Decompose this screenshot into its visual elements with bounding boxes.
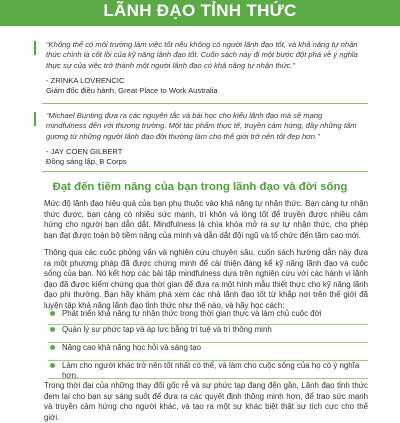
section-heading: Đạt đến tiềm năng của bạn trong lãnh đạo và đời sống [52,181,348,193]
quote-block-2 [46,111,364,167]
list-item-text: Phát triển khả năng tự nhận thức trong thời gian thực và làm chủ cuộc đời [62,309,322,318]
list-item [48,361,368,379]
title-banner [0,0,400,26]
bullet-dot-icon [50,345,55,350]
quote-role: Giám đốc điều hành, Great Place to Work Australia [46,86,218,96]
list-item-text: Nâng cao khả năng học hỏi và sáng tạo [62,343,202,352]
list-item [48,309,368,325]
divider [42,103,368,104]
bullet-list [48,309,368,379]
book-title: LÃNH ĐẠO TỈNH THỨC [103,1,297,20]
quote-author: - JAY COEN GILBERT [46,146,123,156]
list-item-text: Quản lý sự phức tạp và áp lực bằng trí tuệ và trí thông minh [62,325,272,334]
quote-text: “Không thể có môi trường làm việc tốt nếu không có người lãnh đạo tốt, và khả năng tự nhận thức chính là cốt lõi của kỹ năng lãnh đạo tốt. Cuốn sách này đi một bước đột phá về ý nghĩa thực sự của việc trở thành một người lãnh đạo có khả năng tự nhận thức.” [46,40,358,70]
bullet-dot-icon [50,311,55,316]
quote-author: - ZRINKA LOVRENCIC [46,75,125,85]
list-item [48,325,368,343]
divider [42,171,368,172]
quote-bar [34,112,36,126]
paragraph: Thông qua các cuộc phỏng vấn và nghiên cứu chuyên sâu, cuốn sách hướng dẫn này đưa ra một phương pháp đã được chứng minh để cải thiện đáng kể kỹ năng lãnh đạo và cuộc sống của bạn. Nó kết hợp các bài tập mindfulness dựa trên nghiên cứu với các hành vi lãnh đạo đã được kiểm chứng qua thời gian để đưa ra một hình mẫu thiết thực cho kỹ năng lãnh đạo phi thường. Bạn hãy khám phá xem các nhà lãnh đạo tốt từ khắp nơi trên thế giới đã luyện tập khả năng lãnh đạo tỉnh thức như thế nào, và hãy học cách: [44,248,368,310]
paragraph: Trong thời đại của những thay đổi gốc rễ và sự phức tạp đang đến gần, Lãnh đạo tỉnh thức đem lại cho bạn sự sáng suốt để đưa ra các quyết định thông minh hơn, để trao sức mạnh và truyền cảm hứng cho người khác, và tạo ra một sự khác biệt thật sự tích cực cho thế giới. [44,381,368,422]
bullet-dot-icon [50,327,55,332]
paragraph: Mức độ lãnh đạo hiệu quả của bạn phụ thuộc vào khả năng tự nhận thức. Bạn càng tự nhận thức được, bạn càng có nhiều sức mạnh, trí khôn và lòng tốt để truyền được nhiều cảm hứng cho người bạn dẫn dắt. Mindfulness là chìa khóa mở ra sự tự nhận thức, cho phép bạn đạt được toàn bộ tiềm năng của mình và dẫn dắt đội ngũ và tổ chức đến tầm cao mới. [44,199,368,240]
quote-block-1 [46,40,364,96]
quote-role: Đồng sáng lập, B Corps [46,157,127,167]
list-item-text: Làm cho người khác trở nên tốt nhất có thể, và làm cho cuộc sống của họ có ý nghĩa hơn. [62,361,360,380]
list-item [48,343,368,361]
quote-bar [34,41,36,55]
bullet-dot-icon [50,363,55,368]
quote-text: “Michael Bunting đưa ra các nguyên tắc và bài học cho kiểu lãnh đạo mà sẽ mang mindfulness đến với thương trường. Một tác phẩm thực tế, truyền cảm hứng, đầy những tấm gương từ những người lãnh đạo đời thường làm cho thế giới trở nên tốt đẹp hơn.” [46,111,357,141]
